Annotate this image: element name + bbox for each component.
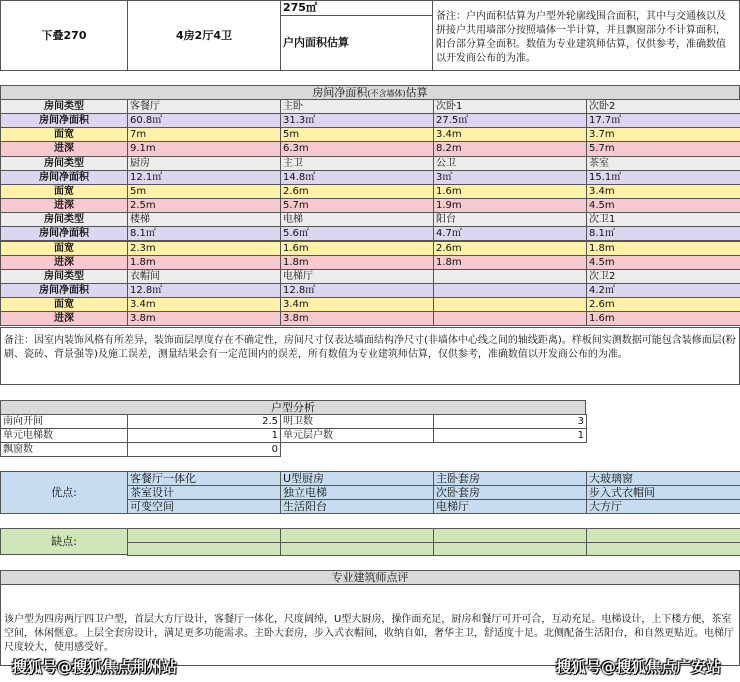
room-depth-cell: 1.6m: [586, 311, 740, 326]
room-width-cell: 3.4m: [433, 127, 587, 142]
room-depth-cell: 1.9m: [433, 198, 587, 213]
room-type-cell: 厨房: [127, 156, 281, 171]
rooms-title-small: (不含墙体): [367, 89, 406, 98]
watermark-left: 搜狐号@搜狐焦点荆州站: [12, 658, 178, 676]
pros-item: 主卧套房: [433, 471, 587, 486]
room-type-cell: 电梯: [280, 212, 434, 227]
room-width-cell: 3.4m: [586, 184, 740, 199]
room-type-cell: 电梯厅: [280, 269, 434, 284]
room-depth-cell: 1.8m: [433, 255, 587, 270]
row-label-type: 房间类型: [0, 99, 128, 114]
room-depth-cell: 6.3m: [280, 141, 434, 156]
room-area-cell: 4.7㎡: [433, 226, 587, 241]
room-type-cell: 客餐厅: [127, 99, 281, 114]
pros-item: 独立电梯: [280, 485, 434, 500]
rooms-note: 备注：因室内装饰风格有所差异，装饰面层厚度存在不确定性，房间尺寸仅表达墙面结构净尺寸(非墙体中心线之间的轴线距离)。样板间实测数据可能包含装修面层(粉刷、瓷砖、背景强等)及施工误差，测量结果会有一定范围内的误差，所有数值为专业建筑师估算，仅供参考，准确数值以开发商公布的为准。: [0, 327, 740, 385]
pros-item: 次卧套房: [433, 485, 587, 500]
analysis-value: 1: [127, 428, 281, 443]
area-note: 备注：户内面积估算为户型外轮廓线围合面积，其中与交通核以及拼接户共用墙部分按照墙体一半计算，并且飘窗部分不计算面积，阳台部分算全面积。数值为专业建筑师估算，仅供参考，准确数值以开发商公布的为准。: [432, 0, 740, 71]
room-type-cell: 茶室: [586, 156, 740, 171]
room-depth-cell: [433, 311, 587, 326]
room-depth-cell: 3.8m: [280, 311, 434, 326]
room-width-cell: 1.6m: [433, 184, 587, 199]
room-width-cell: 2.6m: [586, 297, 740, 312]
analysis-label: 南向开间: [0, 414, 128, 429]
room-type-cell: 阳台: [433, 212, 587, 227]
room-area-cell: 4.2㎡: [586, 283, 740, 298]
room-depth-cell: 5.7m: [586, 141, 740, 156]
review-title: 专业建筑师点评: [0, 570, 740, 585]
room-area-cell: 15.1㎡: [586, 170, 740, 185]
row-label-type: 房间类型: [0, 156, 128, 171]
cons-item: [586, 528, 740, 543]
cons-item: [127, 528, 281, 543]
room-area-cell: 5.6㎡: [280, 226, 434, 241]
room-area-cell: 17.7㎡: [586, 113, 740, 128]
room-depth-cell: 9.1m: [127, 141, 281, 156]
room-area-cell: 3㎡: [433, 170, 587, 185]
cons-item: [280, 528, 434, 543]
room-type-cell: 次卫2: [586, 269, 740, 284]
room-depth-cell: 1.8m: [280, 255, 434, 270]
room-type-cell: 次卧2: [586, 99, 740, 114]
pros-item: 客餐厅一体化: [127, 471, 281, 486]
room-type-cell: 楼梯: [127, 212, 281, 227]
room-area-cell: 60.8㎡: [127, 113, 281, 128]
room-area-cell: 31.3㎡: [280, 113, 434, 128]
room-type-cell: [433, 269, 587, 284]
room-depth-cell: 4.5m: [586, 255, 740, 270]
house-layout: 4房2厅4卫: [127, 0, 281, 71]
room-area-cell: 12.8㎡: [280, 283, 434, 298]
room-area-cell: 8.1㎡: [586, 226, 740, 241]
analysis-value: 0: [127, 442, 281, 457]
room-area-cell: 12.8㎡: [127, 283, 281, 298]
pros-label: 优点:: [0, 471, 128, 514]
pros-item: 可变空间: [127, 499, 281, 514]
analysis-label: 明卫数: [280, 414, 434, 429]
row-label-width: 面宽: [0, 184, 128, 199]
watermark-right: 搜狐号@搜狐焦点广安站: [556, 658, 722, 676]
room-width-cell: 3.4m: [280, 297, 434, 312]
room-type-cell: 次卫1: [586, 212, 740, 227]
analysis-value: 3: [433, 414, 587, 429]
house-name: 下叠270: [0, 0, 128, 71]
room-width-cell: 1.6m: [280, 241, 434, 256]
pros-item: 大玻璃窗: [586, 471, 740, 486]
cons-item: [433, 542, 587, 557]
room-depth-cell: 4.5m: [586, 198, 740, 213]
row-label-depth: 进深: [0, 198, 128, 213]
row-label-width: 面宽: [0, 241, 128, 256]
row-label-width: 面宽: [0, 127, 128, 142]
room-area-cell: 14.8㎡: [280, 170, 434, 185]
area-value: 275㎡: [280, 0, 433, 16]
analysis-title: 户型分析: [0, 400, 586, 415]
analysis-label: 单元层户数: [280, 428, 434, 443]
room-area-cell: 8.1㎡: [127, 226, 281, 241]
row-label-type: 房间类型: [0, 269, 128, 284]
room-type-cell: 主卧: [280, 99, 434, 114]
row-label-depth: 进深: [0, 255, 128, 270]
room-width-cell: 2.6m: [433, 241, 587, 256]
row-label-width: 面宽: [0, 297, 128, 312]
row-label-area: 房间净面积: [0, 283, 128, 298]
room-width-cell: 2.6m: [280, 184, 434, 199]
cons-item: [127, 542, 281, 557]
room-depth-cell: 8.2m: [433, 141, 587, 156]
room-width-cell: 3.7m: [586, 127, 740, 142]
room-width-cell: 1.8m: [586, 241, 740, 256]
cons-item: [280, 542, 434, 557]
room-area-cell: [433, 283, 587, 298]
cons-item: [586, 542, 740, 557]
room-width-cell: 3.4m: [127, 297, 281, 312]
room-depth-cell: 5.7m: [280, 198, 434, 213]
row-label-area: 房间净面积: [0, 170, 128, 185]
rooms-title-main: 房间净面积: [312, 86, 368, 99]
room-area-cell: 27.5㎡: [433, 113, 587, 128]
row-label-depth: 进深: [0, 141, 128, 156]
review-text: 该户型为四房两厅四卫户型，首层大方厅设计，客餐厅一体化，尺度阔绰，U型大厨房，操作面充足，厨房和餐厅可开可合，互动充足。电梯设计，上下楼方便，茶室空间，休闲惬意。上层全套房设计，满足更多功能需求。主卧大套房，步入式衣帽间，收纳自如，奢华主卫，舒适度十足。北侧配备生活阳台，和自然更贴近。电梯厅尺度较大，使用感受好。: [0, 584, 740, 666]
room-depth-cell: 3.8m: [127, 311, 281, 326]
pros-item: 大方厅: [586, 499, 740, 514]
cons-label: 缺点:: [0, 528, 128, 555]
row-label-area: 房间净面积: [0, 113, 128, 128]
room-type-cell: 公卫: [433, 156, 587, 171]
room-type-cell: 主卫: [280, 156, 434, 171]
room-depth-cell: 2.5m: [127, 198, 281, 213]
room-type-cell: 次卧1: [433, 99, 587, 114]
row-label-depth: 进深: [0, 311, 128, 326]
room-width-cell: 2.3m: [127, 241, 281, 256]
analysis-value: 1: [433, 428, 587, 443]
analysis-label: 单元电梯数: [0, 428, 128, 443]
room-area-cell: 12.1㎡: [127, 170, 281, 185]
rooms-title-tail: 估算: [405, 86, 428, 99]
analysis-value: 2.5: [127, 414, 281, 429]
room-type-cell: 衣帽间: [127, 269, 281, 284]
row-label-type: 房间类型: [0, 212, 128, 227]
room-width-cell: 7m: [127, 127, 281, 142]
pros-item: 电梯厅: [433, 499, 587, 514]
room-width-cell: 5m: [127, 184, 281, 199]
pros-item: 生活阳台: [280, 499, 434, 514]
room-width-cell: 5m: [280, 127, 434, 142]
pros-item: 茶室设计: [127, 485, 281, 500]
cons-item: [433, 528, 587, 543]
analysis-label: 飘窗数: [0, 442, 128, 457]
pros-item: 步入式衣帽间: [586, 485, 740, 500]
pros-item: U型厨房: [280, 471, 434, 486]
row-label-area: 房间净面积: [0, 226, 128, 241]
room-width-cell: [433, 297, 587, 312]
rooms-title: [0, 85, 740, 100]
area-label: 户内面积估算: [280, 15, 433, 71]
room-depth-cell: 1.8m: [127, 255, 281, 270]
